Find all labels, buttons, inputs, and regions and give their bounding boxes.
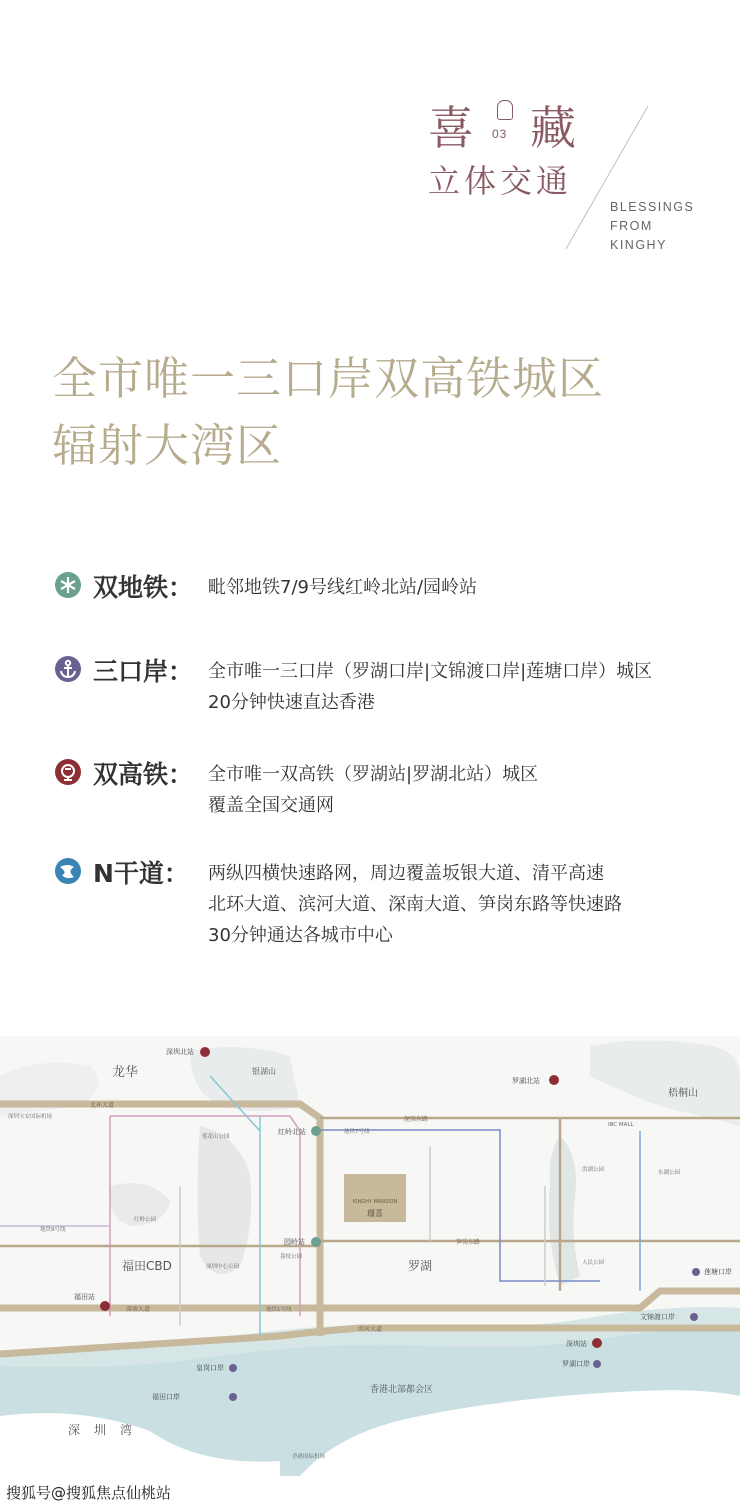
small-label: 洪湖公园 <box>582 1167 605 1173</box>
small-label: 深圳中心公园 <box>206 1264 240 1270</box>
feature-title: N干道： <box>93 859 189 888</box>
road-icon <box>55 858 81 884</box>
station-label: 莲塘口岸 <box>704 1268 732 1276</box>
small-label: 香港国际机场 <box>292 1454 326 1460</box>
feature-desc <box>208 759 538 821</box>
road-label: 泥岗东路 <box>404 1116 429 1123</box>
small-label: 红岭公园 <box>134 1217 157 1223</box>
anchor-icon <box>55 656 81 682</box>
station-label: 皇岗口岸 <box>196 1364 224 1372</box>
area-label: 龙华 <box>112 1065 139 1080</box>
area-label: 银湖山 <box>252 1067 276 1076</box>
rail-icon <box>55 759 81 785</box>
feature-title: 双高铁： <box>93 760 194 789</box>
feature-line: 两纵四横快速路网，周边覆盖坂银大道、清平高速 <box>208 863 604 884</box>
feature-line: 全市唯一三口岸（罗湖口岸|文锦渡口岸|莲塘口岸）城区 <box>208 661 653 682</box>
area-label: 深 圳 湾 <box>68 1423 134 1437</box>
feature-line: 全市唯一双高铁（罗湖站|罗湖北站）城区 <box>208 764 539 785</box>
road-label: 滨河大道 <box>358 1326 383 1333</box>
project-en: KINGHY MANSION <box>352 1199 398 1205</box>
station-label: 福田口岸 <box>152 1393 180 1401</box>
headline <box>52 345 604 479</box>
road-label: 北环大道 <box>90 1102 115 1109</box>
station-label: 园岭站 <box>284 1238 305 1246</box>
project-cn: 璟喜 <box>367 1209 383 1218</box>
feature-title: 三口岸： <box>93 657 194 686</box>
small-label: 地铁9号线 <box>40 1227 66 1233</box>
feature-line: 覆盖全国交通网 <box>208 795 334 816</box>
small-label: IBC MALL <box>608 1122 634 1128</box>
feature-line: 30分钟通达各城市中心 <box>208 925 393 946</box>
feature-line: 20分钟快速直达香港 <box>208 692 375 713</box>
feature-line: 毗邻地铁7/9号线红岭北站/园岭站 <box>208 577 478 598</box>
small-label: 地铁7号线 <box>344 1129 370 1135</box>
small-label: 地铁1号线 <box>266 1307 292 1313</box>
small-label: 深圳宝安国际机场 <box>8 1114 53 1120</box>
header-subtitle: 立体交通 <box>428 162 573 200</box>
headline-line-2: 辐射大湾区 <box>52 419 283 472</box>
header-char-1: 喜 <box>428 101 476 155</box>
footer-watermark: 搜狐号@搜狐焦点仙桃站 <box>6 1484 172 1502</box>
area-label: 福田CBD <box>122 1259 172 1273</box>
small-label: 东湖公园 <box>658 1170 681 1176</box>
station-label: 福田站 <box>74 1293 95 1301</box>
transport-map <box>0 1036 740 1476</box>
station-label: 罗湖北站 <box>512 1077 540 1085</box>
small-label: 人民公园 <box>582 1260 605 1266</box>
headline-line-1: 全市唯一三口岸双高铁城区 <box>52 352 605 405</box>
header-char-2: 藏 <box>530 101 576 155</box>
feature-desc <box>208 656 652 718</box>
english-line-2: FROM <box>610 219 653 233</box>
station-label: 红岭北站 <box>278 1128 306 1136</box>
feature-desc <box>208 858 622 951</box>
area-label: 香港北部都会区 <box>370 1385 434 1395</box>
road-label: 笋岗东路 <box>456 1239 481 1246</box>
english-line-3: KINGHY <box>610 238 667 252</box>
feature-desc <box>208 572 477 603</box>
station-label: 深圳站 <box>566 1340 587 1348</box>
diagonal-line <box>0 0 740 300</box>
english-line-1: BLESSINGS <box>610 200 695 214</box>
header-english <box>610 198 694 255</box>
road-label: 深南大道 <box>126 1306 151 1313</box>
feature-title: 双地铁： <box>93 573 194 602</box>
station-label: 深圳北站 <box>166 1048 194 1056</box>
area-label: 罗湖 <box>408 1259 433 1273</box>
header-number: 03 <box>492 127 508 141</box>
small-label: 荔枝公园 <box>280 1254 303 1260</box>
station-label: 罗湖口岸 <box>562 1360 590 1368</box>
station-label: 文锦渡口岸 <box>640 1313 675 1321</box>
metro-icon <box>55 572 81 598</box>
small-label: 莲花山公园 <box>202 1134 230 1140</box>
area-label: 梧桐山 <box>668 1088 698 1099</box>
feature-line: 北环大道、滨河大道、深南大道、笋岗东路等快速路 <box>208 894 622 915</box>
